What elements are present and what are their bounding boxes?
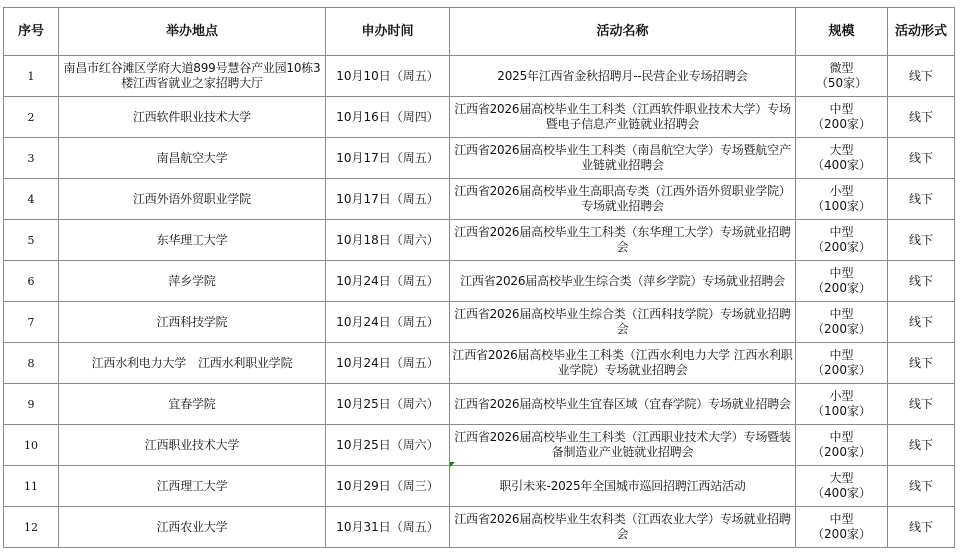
cell-venue[interactable]: 东华理工大学: [59, 220, 326, 261]
cell-idx[interactable]: 12: [4, 507, 59, 548]
cell-date[interactable]: 10月16日（周四）: [326, 97, 450, 138]
cell-date[interactable]: 10月24日（周五）: [326, 302, 450, 343]
cell-date[interactable]: 10月17日（周五）: [326, 138, 450, 179]
cell-venue[interactable]: 江西科技学院: [59, 302, 326, 343]
table-row: [4, 384, 955, 425]
cell-scale[interactable]: [796, 425, 888, 466]
cell-name[interactable]: 江西省2026届高校毕业生工科类（江西职业技术大学）专场暨装备制造业产业链就业招聘会: [450, 425, 796, 466]
scale-label: 大型: [829, 471, 854, 485]
table-row: [4, 261, 955, 302]
cell-scale[interactable]: [796, 384, 888, 425]
header-date: 申办时间: [326, 8, 450, 56]
cell-date[interactable]: 10月25日（周六）: [326, 425, 450, 466]
cell-idx[interactable]: 6: [4, 261, 59, 302]
cell-venue[interactable]: 江西农业大学: [59, 507, 326, 548]
cell-scale[interactable]: [796, 343, 888, 384]
cell-name[interactable]: 江西省2026届高校毕业生高职高专类（江西外语外贸职业学院）专场就业招聘会: [450, 179, 796, 220]
scale-label: 中型: [829, 430, 854, 444]
scale-label: 中型: [829, 266, 854, 280]
cell-scale[interactable]: [796, 466, 888, 507]
cell-idx[interactable]: 3: [4, 138, 59, 179]
cell-name[interactable]: 2025年江西省金秋招聘月--民营企业专场招聘会: [450, 56, 796, 97]
cell-date[interactable]: 10月18日（周六）: [326, 220, 450, 261]
cell-date[interactable]: 10月10日（周五）: [326, 56, 450, 97]
cell-form[interactable]: 线下: [888, 220, 955, 261]
cell-scale[interactable]: [796, 138, 888, 179]
cell-form[interactable]: 线下: [888, 343, 955, 384]
cell-name[interactable]: 江西省2026届高校毕业生综合类（江西科技学院）专场就业招聘会: [450, 302, 796, 343]
table-row: [4, 138, 955, 179]
cell-form[interactable]: 线下: [888, 179, 955, 220]
cell-date[interactable]: 10月17日（周五）: [326, 179, 450, 220]
cell-venue[interactable]: 江西外语外贸职业学院: [59, 179, 326, 220]
cell-form[interactable]: 线下: [888, 507, 955, 548]
cell-name[interactable]: 江西省2026届高校毕业生工科类（南昌航空大学）专场暨航空产业链就业招聘会: [450, 138, 796, 179]
scale-count: （200家）: [812, 117, 871, 131]
table-row: [4, 220, 955, 261]
table-row: [4, 56, 955, 97]
header-form: 活动形式: [888, 8, 955, 56]
table-row: [4, 97, 955, 138]
scale-label: 中型: [829, 225, 854, 239]
scale-count: （200家）: [812, 363, 871, 377]
cell-venue[interactable]: 南昌市红谷滩区学府大道899号慧谷产业园10栋3楼江西省就业之家招聘大厅: [59, 56, 326, 97]
table-row: [4, 302, 955, 343]
cell-venue[interactable]: 南昌航空大学: [59, 138, 326, 179]
cell-venue[interactable]: 宜春学院: [59, 384, 326, 425]
cell-idx[interactable]: 2: [4, 97, 59, 138]
scale-label: 中型: [829, 512, 854, 526]
header-name: 活动名称: [450, 8, 796, 56]
cell-scale[interactable]: [796, 261, 888, 302]
cell-date[interactable]: 10月25日（周六）: [326, 384, 450, 425]
scale-count: （200家）: [812, 322, 871, 336]
cell-date[interactable]: 10月29日（周三）: [326, 466, 450, 507]
cell-scale[interactable]: [796, 220, 888, 261]
scale-count: （50家）: [815, 76, 868, 90]
scale-label: 大型: [829, 143, 854, 157]
cell-name[interactable]: 江西省2026届高校毕业生综合类（萍乡学院）专场就业招聘会: [450, 261, 796, 302]
header-scale: 规模: [796, 8, 888, 56]
cell-scale[interactable]: [796, 302, 888, 343]
table-row: [4, 466, 955, 507]
cell-form[interactable]: 线下: [888, 425, 955, 466]
cell-idx[interactable]: 1: [4, 56, 59, 97]
cell-form[interactable]: 线下: [888, 97, 955, 138]
cell-form[interactable]: 线下: [888, 302, 955, 343]
cell-name[interactable]: 江西省2026届高校毕业生工科类（江西水利电力大学 江西水利职业学院）专场就业招聘会: [450, 343, 796, 384]
scale-count: （400家）: [812, 486, 871, 500]
cell-date[interactable]: 10月24日（周五）: [326, 261, 450, 302]
cell-date[interactable]: 10月31日（周五）: [326, 507, 450, 548]
cell-venue[interactable]: 江西职业技术大学: [59, 425, 326, 466]
scale-count: （200家）: [812, 281, 871, 295]
cell-form[interactable]: 线下: [888, 384, 955, 425]
scale-count: （200家）: [812, 445, 871, 459]
cell-idx[interactable]: 4: [4, 179, 59, 220]
scale-label: 中型: [829, 348, 854, 362]
cell-venue[interactable]: [59, 343, 326, 384]
cell-name[interactable]: 职引未来-2025年全国城市巡回招聘江西站活动: [450, 466, 796, 507]
cell-venue[interactable]: 江西理工大学: [59, 466, 326, 507]
venue-primary: 江西水利电力大学: [91, 355, 186, 370]
cell-scale[interactable]: [796, 179, 888, 220]
cell-name[interactable]: 江西省2026届高校毕业生宜春区域（宜春学院）专场就业招聘会: [450, 384, 796, 425]
scale-label: 微型: [829, 61, 854, 75]
cell-idx[interactable]: 7: [4, 302, 59, 343]
scale-label: 中型: [829, 307, 854, 321]
cell-idx[interactable]: 9: [4, 384, 59, 425]
table-row: [4, 425, 955, 466]
cell-form[interactable]: 线下: [888, 56, 955, 97]
venue-secondary: 江西水利职业学院: [198, 355, 293, 370]
table-row: [4, 343, 955, 384]
cell-date[interactable]: 10月24日（周五）: [326, 343, 450, 384]
cell-scale[interactable]: [796, 507, 888, 548]
cell-form[interactable]: 线下: [888, 261, 955, 302]
scale-label: 小型: [829, 184, 854, 198]
scale-label: 小型: [829, 389, 854, 403]
table-row: [4, 179, 955, 220]
cell-idx[interactable]: 10: [4, 425, 59, 466]
cell-form[interactable]: 线下: [888, 138, 955, 179]
cell-scale[interactable]: [796, 97, 888, 138]
scale-count: （100家）: [812, 404, 871, 418]
cell-idx[interactable]: 8: [4, 343, 59, 384]
table-row: [4, 507, 955, 548]
scale-count: （100家）: [812, 199, 871, 213]
header-idx: 序号: [4, 8, 59, 56]
scale-count: （400家）: [812, 158, 871, 172]
cell-name[interactable]: 江西省2026届高校毕业生工科类（江西软件职业技术大学）专场暨电子信息产业链就业招聘会: [450, 97, 796, 138]
cell-venue[interactable]: 江西软件职业技术大学: [59, 97, 326, 138]
scale-count: （200家）: [812, 527, 871, 541]
cell-idx[interactable]: 11: [4, 466, 59, 507]
cell-scale[interactable]: [796, 56, 888, 97]
cell-name[interactable]: 江西省2026届高校毕业生工科类（东华理工大学）专场就业招聘会: [450, 220, 796, 261]
cell-comment-marker: [450, 462, 455, 467]
scale-count: （200家）: [812, 240, 871, 254]
header-venue: 举办地点: [59, 8, 326, 56]
cell-venue[interactable]: 萍乡学院: [59, 261, 326, 302]
cell-name[interactable]: 江西省2026届高校毕业生农科类（江西农业大学）专场就业招聘会: [450, 507, 796, 548]
job-fair-schedule-table: [3, 7, 955, 548]
scale-label: 中型: [829, 102, 854, 116]
cell-form[interactable]: 线下: [888, 466, 955, 507]
cell-idx[interactable]: 5: [4, 220, 59, 261]
header-row: [4, 8, 955, 56]
